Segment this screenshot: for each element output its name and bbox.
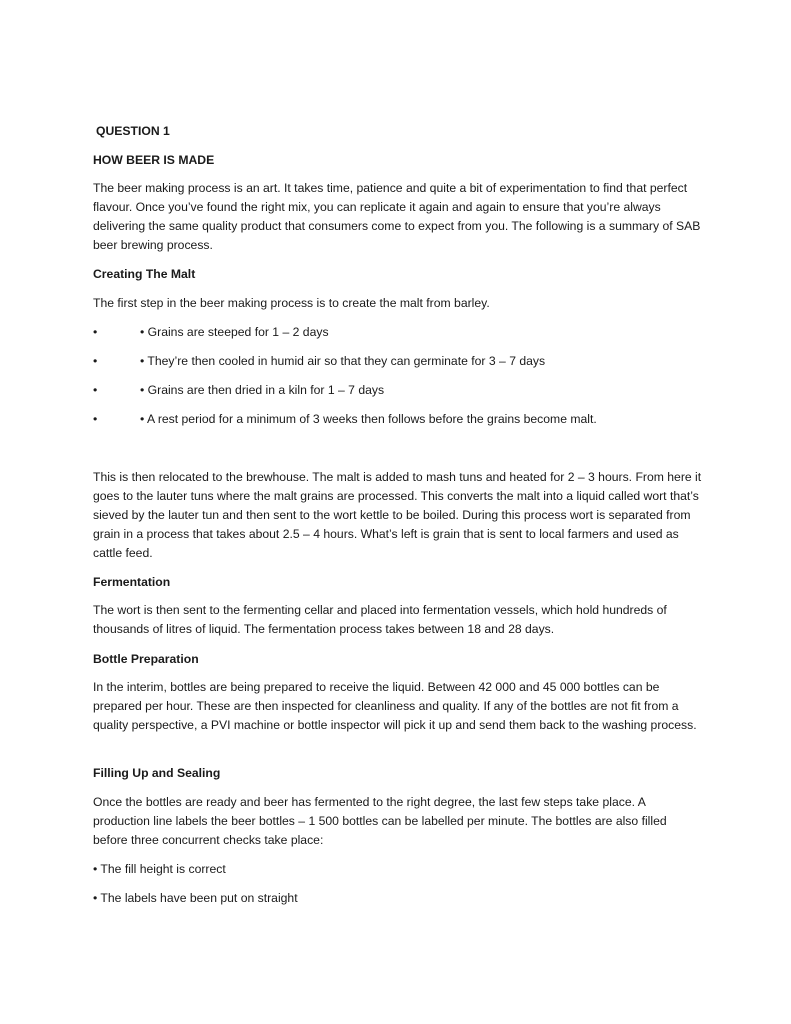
check-item-text: • The labels have been put on straight	[93, 891, 298, 905]
malt-bullet-text: • Grains are steeped for 1 – 2 days	[140, 325, 329, 339]
check-item-1	[93, 860, 703, 879]
filling-paragraph: Once the bottles are ready and beer has fermented to the right degree, the last few steps take place. A production line labels the beer bottles – 1 500 bottles can be labelled per minute. The bottles are also filled before three concurrent checks take place:	[93, 795, 667, 847]
malt-bullet-3	[93, 381, 703, 400]
malt-bullet-4	[93, 410, 703, 429]
malt-bullet-2	[93, 352, 703, 371]
malt-bullet-1	[93, 323, 703, 342]
malt-bullet-text: • They’re then cooled in humid air so that they can germinate for 3 – 7 days	[140, 354, 546, 368]
malt-bullet-text: • A rest period for a minimum of 3 weeks then follows before the grains become malt.	[140, 412, 597, 426]
intro-paragraph: The beer making process is an art. It takes time, patience and quite a bit of experimentation to find that perfect flavour. Once you’ve found the right mix, you can replicate it again and again to ensure that you’re always delivering the same quality product that consumers come to expect from you. The following is a summary of SAB beer brewing process.	[93, 181, 701, 252]
check-item-text: • The fill height is correct	[93, 862, 226, 876]
question-label: QUESTION 1	[96, 124, 170, 138]
fermentation-heading: Fermentation	[93, 575, 171, 589]
bullet-marker: •	[93, 354, 98, 368]
malt-bullet-text: • Grains are then dried in a kiln for 1 – 7 days	[140, 383, 385, 397]
bottle-prep-heading: Bottle Preparation	[93, 652, 199, 666]
bullet-marker: •	[93, 412, 98, 426]
check-item-2	[93, 889, 703, 908]
bullet-marker: •	[93, 325, 98, 339]
malt-heading: Creating The Malt	[93, 267, 196, 281]
brewhouse-paragraph: This is then relocated to the brewhouse. The malt is added to mash tuns and heated for 2 – 3 hours. From here it goes to the lauter tuns where the malt grains are processed. This converts the malt into a liquid called wort that’s sieved by the lauter tun and then sent to the wort kettle to be boiled. During this process wort is separated from grain in a process that takes about 2.5 – 4 hours. What’s left is grain that is sent to local farmers and used as cattle feed.	[93, 470, 702, 560]
bullet-marker: •	[93, 383, 98, 397]
fermentation-paragraph: The wort is then sent to the fermenting cellar and placed into fermentation vessels, which hold hundreds of thousands of litres of liquid. The fermentation process takes between 18 and 28 days.	[93, 603, 667, 636]
filling-heading: Filling Up and Sealing	[93, 766, 221, 780]
malt-lead: The first step in the beer making process is to create the malt from barley.	[93, 296, 490, 310]
bottle-prep-paragraph: In the interim, bottles are being prepared to receive the liquid. Between 42 000 and 45 000 bottles can be prepared per hour. These are then inspected for cleanliness and quality. If any of the bottles are not fit from a quality perspective, a PVI machine or bottle inspector will pick it up and send them back to the washing process.	[93, 680, 697, 732]
section-title: HOW BEER IS MADE	[93, 153, 215, 167]
